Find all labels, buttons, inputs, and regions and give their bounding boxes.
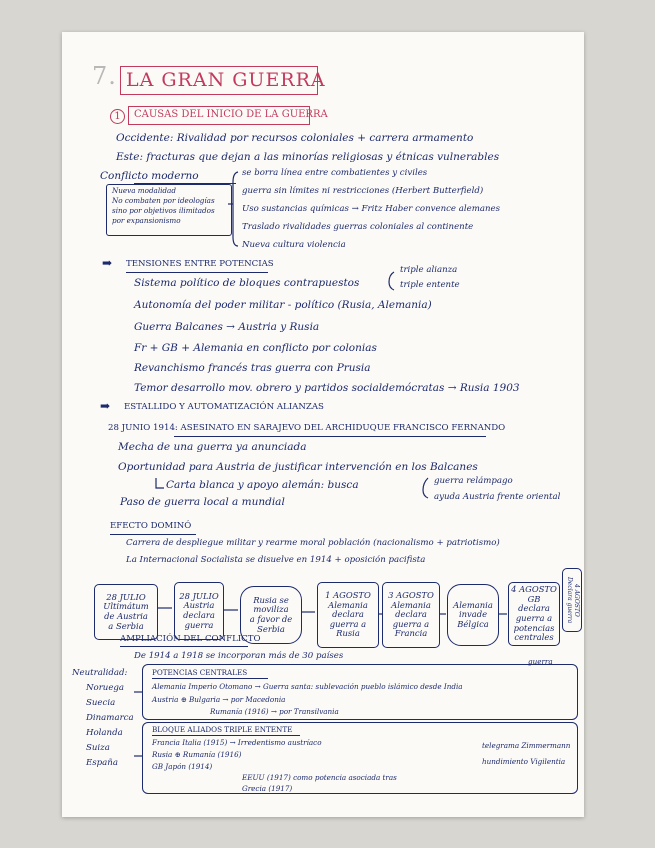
estallido-heading: ESTALLIDO Y AUTOMATIZACIÓN ALIANZAS [124, 402, 324, 412]
modern-5: Nueva cultura violencia [242, 240, 346, 250]
notebook-page [62, 32, 584, 817]
tensiones-heading: TENSIONES ENTRE POTENCIAS [126, 259, 274, 269]
busca-1: guerra relámpago [434, 476, 513, 486]
neutral-6: España [86, 758, 118, 768]
ampliacion-heading: AMPLIACIÓN DEL CONFLICTO [120, 634, 261, 644]
modern-2: guerra sin límites ni restricciones (Herbert Butterfield) [242, 186, 484, 196]
telegrama-1: telegrama Zimmermann [482, 741, 571, 750]
estallido-4: Paso de guerra local a mundial [120, 496, 285, 508]
tension-1: Sistema político de bloques contrapuestos [134, 277, 360, 289]
conflicto-moderno: Conflicto moderno [100, 170, 199, 182]
aliado-2: Rusia ⊕ Rumanía (1916) [152, 750, 242, 759]
aliado-4: EEUU (1917) como potencia asociada tras [242, 773, 397, 782]
neutral-3: Dinamarca [86, 713, 134, 723]
efecto-1: Carrera de despliegue militar y rearme moral población (nacionalismo + patriotismo) [126, 538, 500, 548]
triple-entente: triple entente [400, 280, 460, 290]
busca-2: ayuda Austria frente oriental [434, 492, 561, 502]
timeline-box-7: 4 AGOSTO GB declara guerra a potencias centrales [508, 582, 560, 646]
aliados-heading: BLOQUE ALIADOS TRIPLE ENTENTE [152, 725, 293, 734]
neutral-2: Suecia [86, 698, 116, 708]
neutral-4: Holanda [86, 728, 123, 738]
page-title: LA GRAN GUERRA [126, 69, 326, 91]
timeline-box-4: 1 AGOSTO Alemania declara guerra a Rusia [317, 582, 379, 648]
efecto-heading: EFECTO DOMINÓ [110, 521, 192, 531]
efecto-2: La Internacional Socialista se disuelve en 1914 + oposición pacifista [126, 555, 426, 565]
central-2: Austria ⊕ Bulgaria → por Macedonia [152, 695, 286, 704]
neutralidad-label: Neutralidad: [72, 668, 128, 678]
modern-3: Uso sustancias químicas → Fritz Haber convence alemanes [242, 204, 501, 214]
estallido-2: Oportunidad para Austria de justificar intervención en los Balcanes [118, 461, 478, 473]
arrow-bullet: ➡ [102, 256, 113, 270]
title-number: 7. [92, 62, 117, 90]
modern-4: Traslado rivalidades guerras coloniales al continente [242, 222, 474, 232]
tension-3: Guerra Balcanes → Austria y Rusia [134, 321, 320, 333]
telegrama-2: hundimiento Vigilentia [482, 757, 566, 766]
aliado-3: GB Japón (1914) [152, 762, 213, 771]
aliado-1: Francia Italia (1915) → Irredentismo austríaco [152, 738, 322, 747]
central-1: Alemania Imperio Otomano → Guerra santa: sublevación pueblo islámico desde India [152, 682, 463, 691]
timeline-box-2: 28 JULIO Austria declara guerra [174, 582, 224, 640]
central-3: Rumanía (1916) → por Transilvania [210, 707, 339, 716]
section-1-heading: CAUSAS DEL INICIO DE LA GUERRA [134, 109, 328, 120]
tension-2: Autonomía del poder militar - político (Rusia, Alemania) [134, 299, 432, 311]
tension-4: Fr + GB + Alemania en conflicto por colonias [134, 342, 377, 354]
section-1-marker: 1 [110, 109, 125, 124]
este-line: Este: fracturas que dejan a las minorías religiosas y étnicas vulnerables [116, 151, 500, 163]
timeline-box-6: Alemania invade Bélgica [447, 584, 499, 646]
neutral-5: Suiza [86, 743, 110, 753]
ampliacion-intro: De 1914 a 1918 se incorporan más de 30 países [134, 651, 344, 661]
timeline-box-5: 3 AGOSTO Alemania declara guerra a Francia [382, 582, 440, 648]
aliado-5: Grecia (1917) [242, 784, 293, 793]
triple-alianza: triple alianza [400, 265, 458, 275]
tension-6: Temor desarrollo mov. obrero y partidos socialdemócratas → Rusia 1903 [134, 382, 520, 394]
box-line-3: sino por objetivos ilimitados [112, 206, 215, 215]
occidente-line: Occidente: Rivalidad por recursos coloniales + carrera armamento [116, 132, 474, 144]
timeline-box-1: 28 JULIO Ultimátum de Austria a Serbia [94, 584, 158, 640]
timeline-side-box: 4 AGOSTO Declara guerra [562, 568, 582, 632]
estallido-3: Carta blanca y apoyo alemán: busca [166, 479, 359, 491]
box-line-2: No combaten por ideologías [112, 196, 215, 205]
arrow-bullet-2: ➡ [100, 399, 111, 413]
tension-5: Revanchismo francés tras guerra con Prusia [134, 362, 371, 374]
guerra-corner: guerra [528, 657, 553, 666]
timeline-box-3: Rusia se moviliza a favor de Serbia [240, 586, 302, 644]
date-line: 28 JUNIO 1914: ASESINATO EN SARAJEVO DEL ARCHIDUQUE FRANCISCO FERNANDO [108, 423, 506, 433]
pen-strokes [62, 32, 584, 817]
box-line-1: Nueva modalidad [112, 186, 176, 195]
box-line-4: por expansionismo [112, 216, 181, 225]
neutral-1: Noruega [86, 683, 125, 693]
centrales-heading: POTENCIAS CENTRALES [152, 668, 248, 677]
modern-1: se borra línea entre combatientes y civiles [242, 168, 428, 178]
estallido-1: Mecha de una guerra ya anunciada [118, 441, 307, 453]
